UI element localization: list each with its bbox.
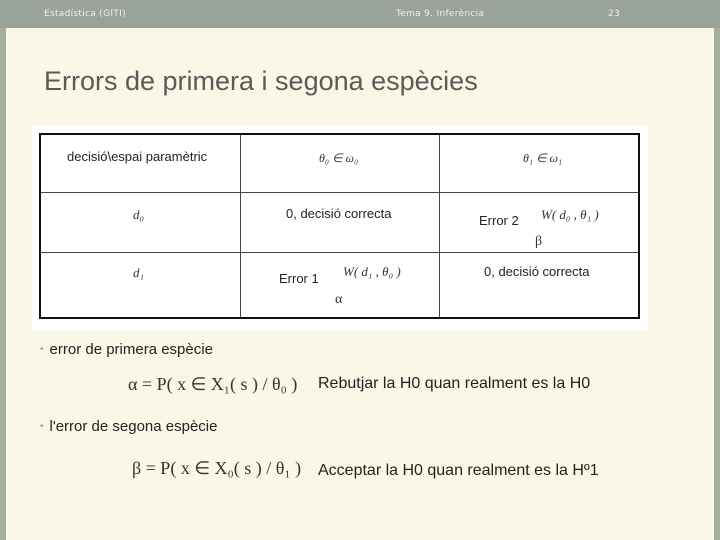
column-header-theta1: θ₁ ∈ ω₁ bbox=[523, 151, 563, 165]
cell-d0-theta0: 0, decisió correcta bbox=[286, 206, 392, 221]
bullet-text: l'error de segona espècie bbox=[49, 418, 218, 435]
bullet-type-i-error bbox=[40, 341, 213, 358]
beta-formula: β = P( x ∈ X₀( s ) / θ₁ ) bbox=[132, 458, 302, 478]
cell-d1-theta0-label: Error 1 bbox=[279, 271, 319, 286]
bullet-dot: • bbox=[40, 421, 44, 432]
header-bar bbox=[0, 0, 720, 28]
type-i-description: Rebutjar la H0 quan realment es la H0 bbox=[318, 375, 591, 392]
course-label: Estadística (GITI) bbox=[44, 9, 126, 19]
type-ii-description: Acceptar la H0 quan realment es la Hº1 bbox=[318, 462, 599, 479]
row-divider bbox=[41, 252, 638, 253]
cell-d0-theta1-label: Error 2 bbox=[479, 213, 519, 228]
decision-table bbox=[39, 133, 640, 319]
bullet-dot: • bbox=[40, 344, 44, 355]
cell-d1-theta0-formula: W( d₁ , θ₀ ) bbox=[343, 264, 401, 279]
page-number: 23 bbox=[608, 9, 621, 19]
header-cell: decisió\espai paramètric bbox=[67, 149, 208, 164]
bullet-text: error de primera espècie bbox=[49, 341, 213, 358]
beta-symbol: β bbox=[535, 234, 543, 249]
row-label-d1: d₁ bbox=[133, 265, 145, 280]
left-border bbox=[0, 28, 6, 540]
column-header-theta0: θ₀ ∈ ω₀ bbox=[319, 151, 359, 165]
column-divider bbox=[240, 135, 241, 317]
cell-d1-theta1: 0, decisió correcta bbox=[484, 264, 590, 279]
alpha-symbol: α bbox=[335, 292, 343, 307]
right-border bbox=[714, 28, 720, 540]
row-label-d0: d₀ bbox=[133, 207, 145, 222]
cell-d0-theta1-formula: W( d₀ , θ₁ ) bbox=[541, 207, 599, 222]
bullet-type-ii-error bbox=[40, 418, 217, 435]
alpha-formula: α = P( x ∈ X₁( s ) / θ₀ ) bbox=[128, 374, 298, 394]
column-divider bbox=[439, 135, 440, 317]
row-divider bbox=[41, 192, 638, 193]
topic-label: Tema 9. Inferència bbox=[396, 9, 485, 19]
slide-title: Errors de primera i segona espècies bbox=[44, 66, 478, 96]
